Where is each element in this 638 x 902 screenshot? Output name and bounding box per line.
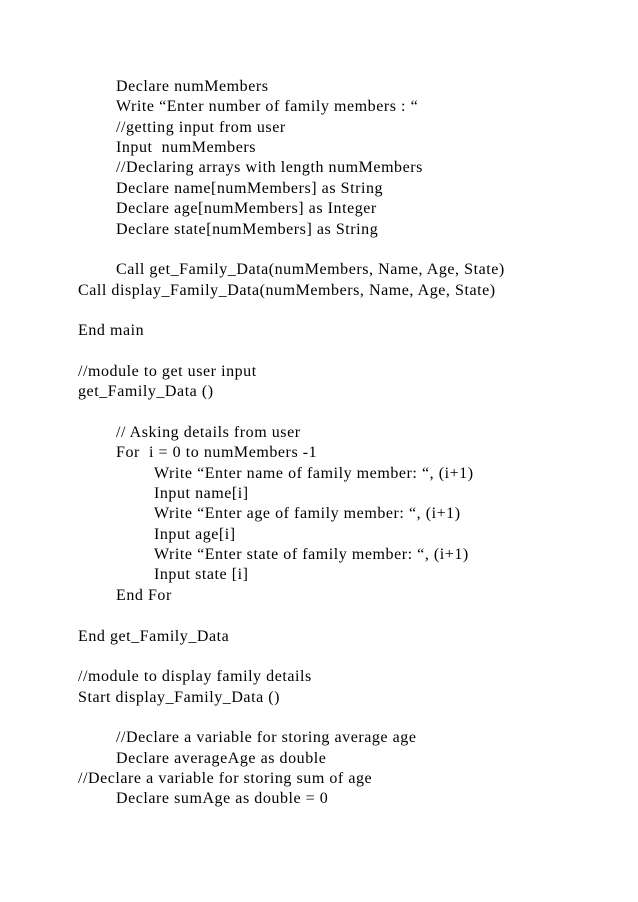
code-line: End For [116, 586, 172, 604]
code-line: Declare name[numMembers] as String [116, 179, 384, 197]
code-line: Call get_Family_Data(numMembers, Name, Age, State) [116, 261, 505, 279]
code-line: End get_Family_Data [78, 627, 230, 645]
code-line: Declare averageAge as double [116, 749, 327, 767]
code-line: Write “Enter age of family member: “, (i+1) [154, 505, 461, 523]
code-line: Input state [i] [154, 566, 249, 584]
code-line: Declare age[numMembers] as Integer [116, 200, 377, 218]
code-line: //Declare a variable for storing sum of age [78, 769, 373, 787]
code-line: For i = 0 to numMembers -1 [116, 444, 318, 462]
code-line: Write “Enter name of family member: “, (i+1) [154, 464, 474, 482]
code-line: Declare numMembers [116, 78, 269, 95]
code-line: Input name[i] [154, 485, 249, 502]
code-line: // Asking details from user [116, 424, 301, 441]
code-line: //module to display family details [78, 668, 312, 686]
code-line: Write “Enter number of family members : “ [116, 98, 419, 116]
code-line: //getting input from user [116, 118, 286, 136]
code-line: Input numMembers [116, 139, 256, 157]
code-line: Call display_Family_Data(numMembers, Name, Age, State) [78, 281, 496, 299]
code-line: Declare sumAge as double = 0 [116, 790, 329, 808]
code-line: End main [78, 322, 145, 340]
code-line: Start display_Family_Data () [78, 688, 281, 706]
code-line: //Declaring arrays with length numMembers [116, 159, 423, 177]
code-line: Write “Enter state of family member: “, (i+1) [154, 546, 469, 563]
code-line: Declare state[numMembers] as String [116, 220, 379, 238]
code-line: Input age[i] [154, 525, 236, 543]
code-line: get_Family_Data () [78, 383, 214, 401]
code-line: //module to get user input [78, 362, 257, 380]
code-line: //Declare a variable for storing average age [116, 729, 417, 747]
